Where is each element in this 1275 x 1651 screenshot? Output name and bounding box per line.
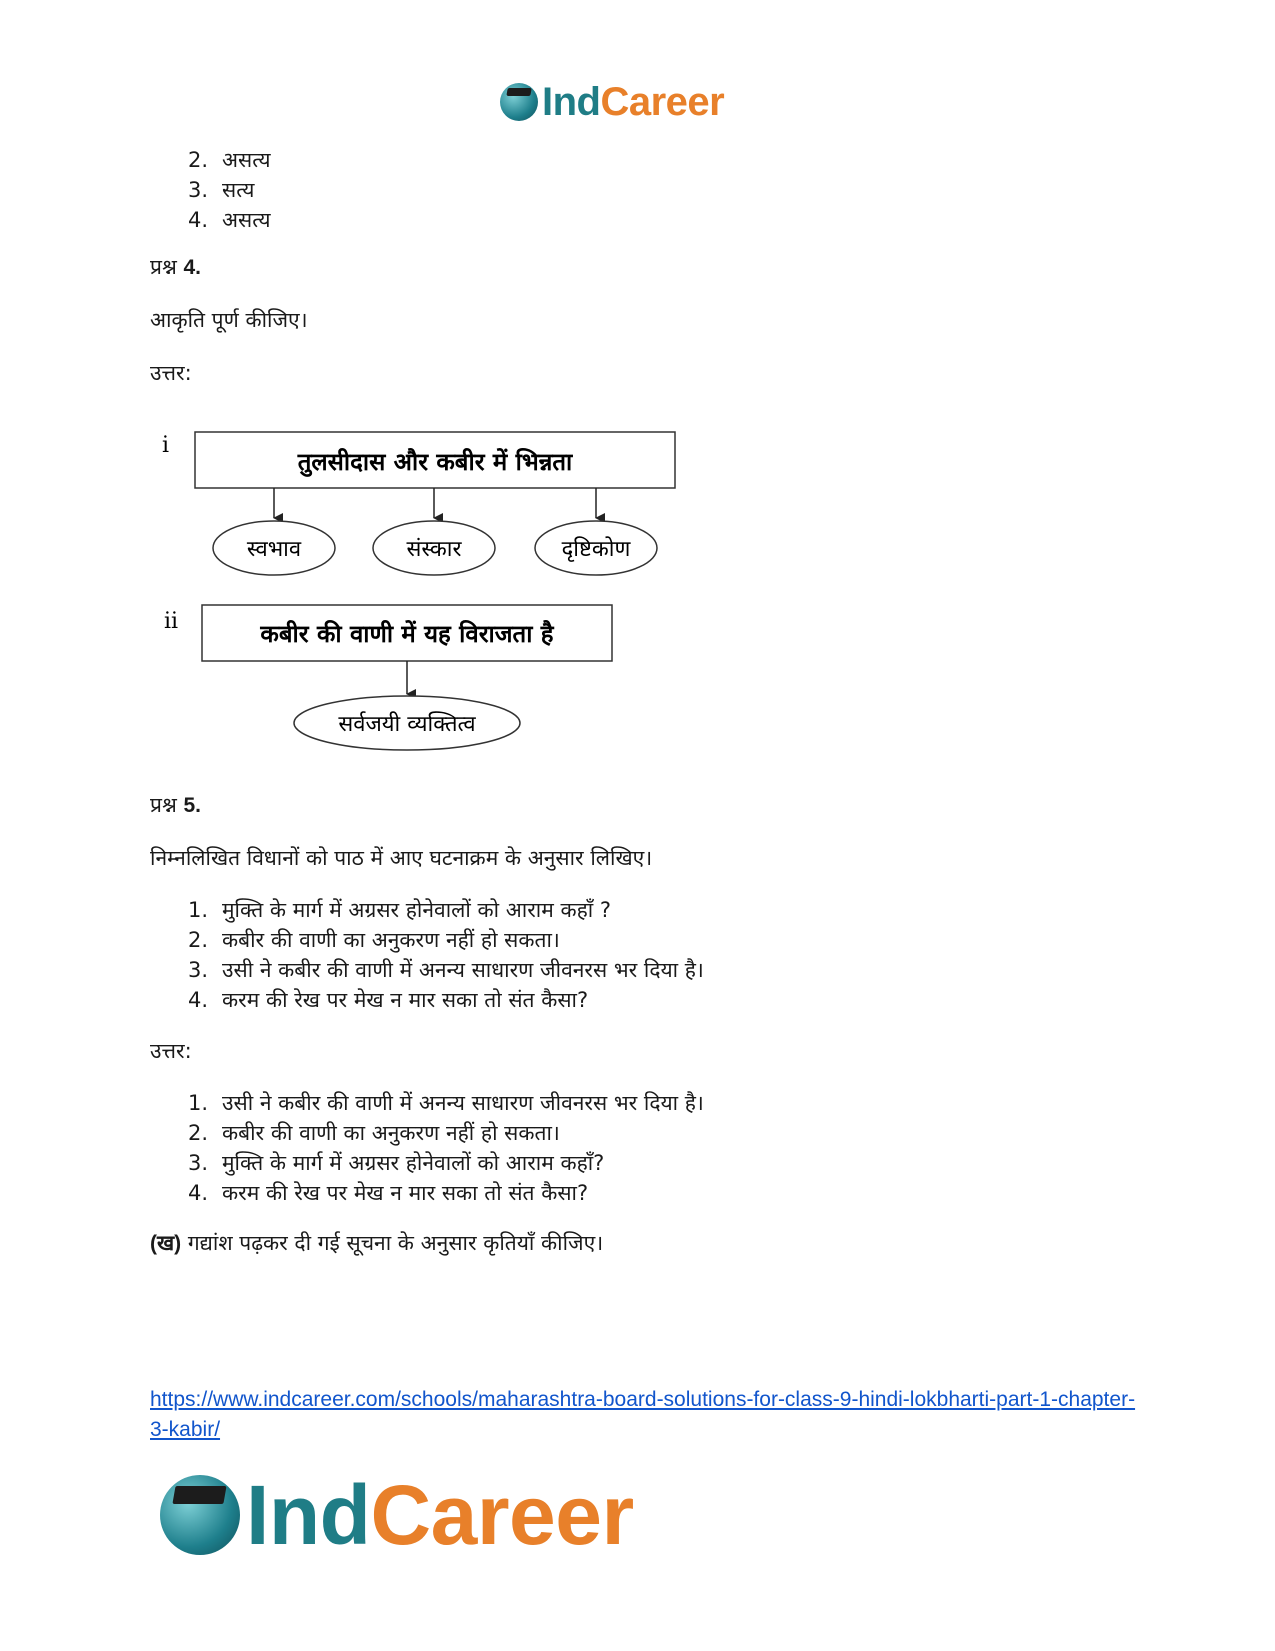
section-kha: (ख) गद्यांश पढ़कर दी गई सूचना के अनुसार कृतियाँ कीजिए। (150, 1231, 604, 1255)
part-2-label: ii (164, 609, 179, 634)
question-5-answers (150, 1088, 704, 1208)
oval-text: सर्वजयी व्यक्तित्व (338, 712, 476, 737)
source-link[interactable]: https://www.indcareer.com/schools/maharashtra-board-solutions-for-class-9-hindi-lokbharti-part-1-chapter-3-kabir/ (150, 1388, 1136, 1441)
list-item: 1. मुक्ति के मार्ग में अग्रसर होनेवालों को आराम कहाँ ? (188, 898, 611, 922)
list-item: 4. असत्य (188, 208, 271, 232)
list-item: 3. सत्य (188, 178, 255, 202)
answer-label: उत्तर: (150, 361, 192, 385)
list-item: 4. करम की रेख पर मेख न मार सका तो संत कैसा? (188, 1181, 589, 1205)
part-1-box-text: तुलसीदास और कबीर में भिन्नता (297, 448, 573, 476)
question-5-label: प्रश्न 5. (150, 793, 201, 817)
list-item: 3. मुक्ति के मार्ग में अग्रसर होनेवालों को आराम कहाँ? (188, 1151, 605, 1175)
question-5-text: निम्नलिखित विधानों को पाठ में आए घटनाक्रम के अनुसार लिखिए। (150, 846, 653, 870)
oval-text: स्वभाव (246, 537, 302, 562)
concept-diagram (150, 430, 710, 790)
part-2-box-text: कबीर की वाणी में यह विराजता है (260, 620, 554, 648)
oval-text: संस्कार (406, 537, 462, 562)
indcareer-logo-top (500, 80, 724, 124)
graduation-globe-icon (160, 1475, 240, 1555)
list-item: 4. करम की रेख पर मेख न मार सका तो संत कैसा? (188, 988, 589, 1012)
true-false-answers (150, 145, 279, 235)
oval-text: दृष्टिकोण (561, 537, 631, 562)
concept-diagram-svg (150, 430, 710, 790)
list-item: 2. कबीर की वाणी का अनुकरण नहीं हो सकता। (188, 1121, 560, 1145)
logo-text: IndCareer (542, 79, 725, 124)
graduation-globe-icon (500, 83, 538, 121)
indcareer-logo-bottom (160, 1467, 634, 1562)
list-item: 2. कबीर की वाणी का अनुकरण नहीं हो सकता। (188, 928, 560, 952)
answer-label: उत्तर: (150, 1039, 192, 1063)
part-1-label: i (162, 433, 170, 458)
list-item: 1. उसी ने कबीर की वाणी में अनन्य साधारण जीवनरस भर दिया है। (188, 1091, 704, 1115)
question-4-text: आकृति पूर्ण कीजिए। (150, 308, 308, 332)
list-item: 2. असत्य (188, 148, 271, 172)
question-4-label: प्रश्न 4. (150, 255, 201, 279)
question-5-statements (150, 895, 704, 1015)
list-item: 3. उसी ने कबीर की वाणी में अनन्य साधारण जीवनरस भर दिया है। (188, 958, 704, 982)
logo-text: IndCareer (246, 1467, 634, 1562)
